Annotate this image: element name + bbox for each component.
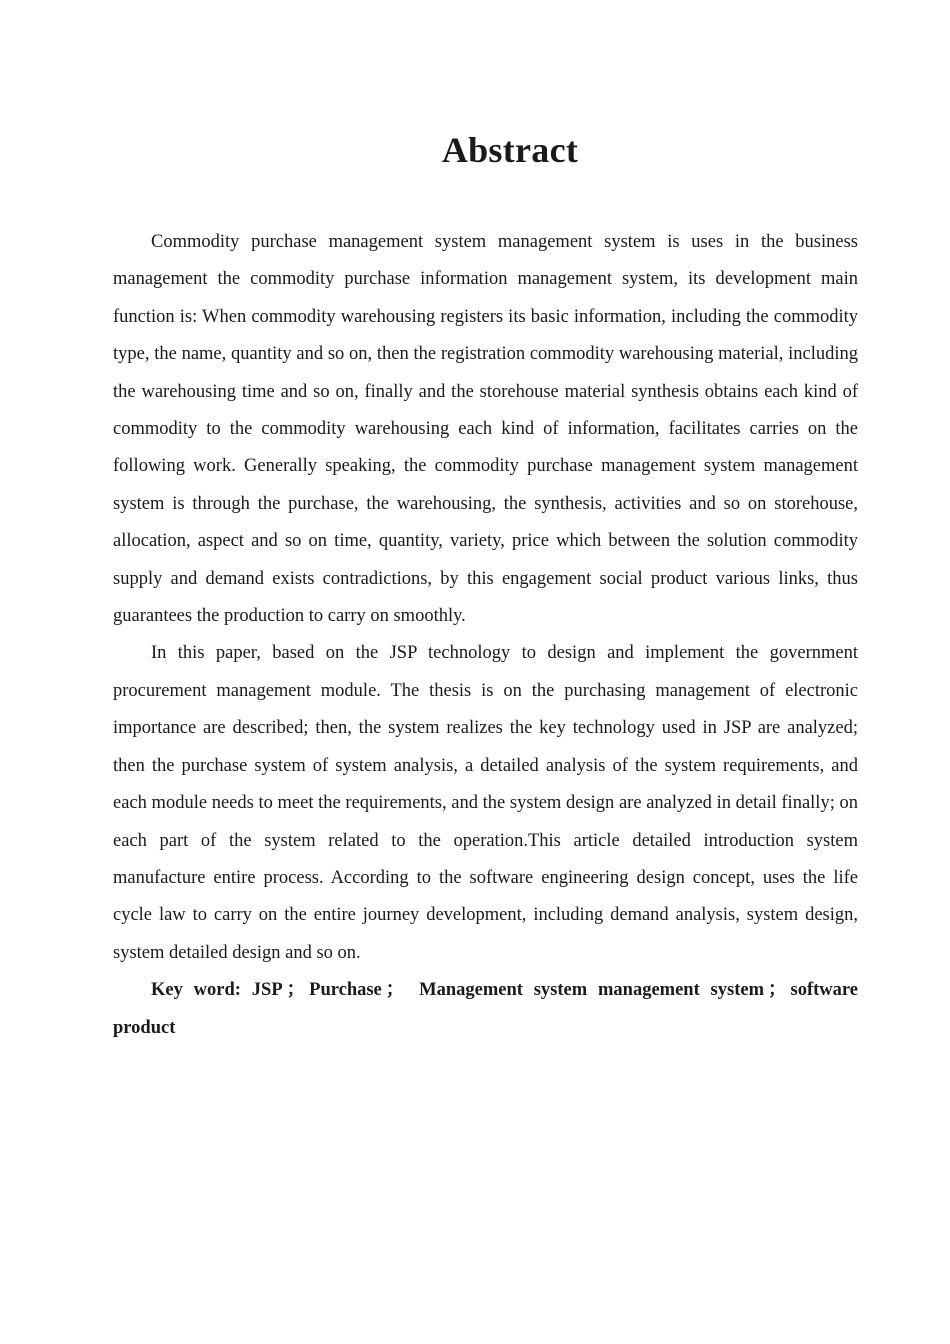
document-title: Abstract [441,130,579,170]
keyword-item: software product [113,980,858,1038]
abstract-paragraph-1: Commodity purchase management system management system is uses in the business management the commodity purchase information management system, its development main function is: When commodity warehousing registers its basic information, including the commodity type, the name, quantity and so on, then the registration commodity warehousing material, including the warehousing time and so on, finally and the storehouse material synthesis obtains each kind of commodity to the commodity warehousing each kind of information, facilitates carries on the following work. Generally speaking, the commodity purchase management system management system is through the purchase, the warehousing, the synthesis, activities and so on storehouse, allocation, aspect and so on time, quantity, variety, price which between the solution commodity supply and demand exists contradictions, by this engagement social product various links, thus guarantees the production to carry on smoothly. [113,232,858,627]
keyword-separator: ； [768,980,787,1001]
abstract-body [113,224,858,1047]
keywords-label: Key word: [151,980,241,1001]
keywords-line [113,972,858,1047]
keyword-item: JSP [251,980,283,1001]
keyword-separator: ； [385,980,405,1001]
abstract-paragraph-2: In this paper, based on the JSP technology to design and implement the government procurement management module. The thesis is on the purchasing management of electronic importance are described; then, the system realizes the key technology used in JSP are analyzed; then the purchase system of system analysis, a detailed analysis of the system requirements, and each module needs to meet the requirements, and the system design are analyzed in detail finally; on each part of the system related to the operation.This article detailed introduction system manufacture entire process. According to the software engineering design concept, uses the life cycle law to carry on the entire journey development, including demand analysis, system design, system detailed design and so on. [113,643,858,963]
keyword-item: Management system management system [419,980,764,1001]
keyword-item: Purchase [309,980,382,1001]
keyword-separator: ； [286,980,306,1001]
